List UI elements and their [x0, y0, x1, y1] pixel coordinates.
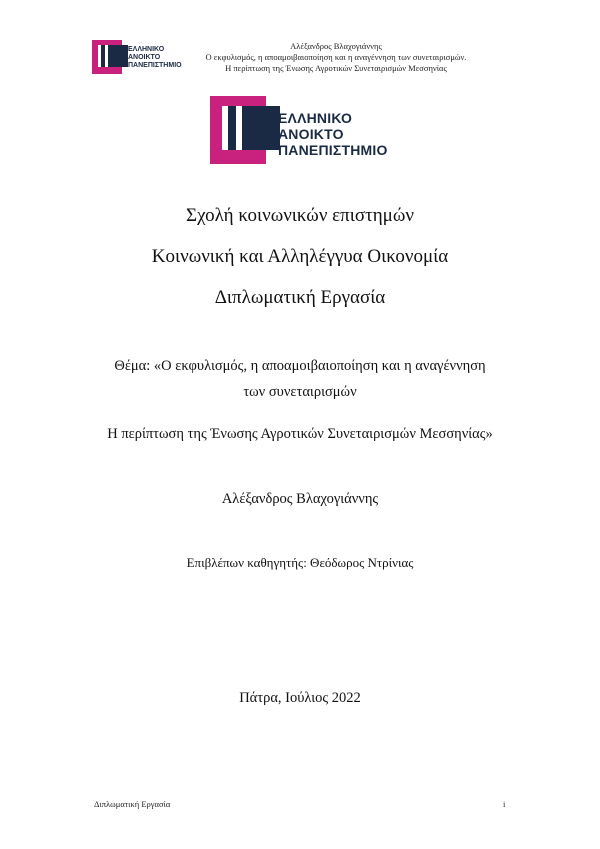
- school-name: Σχολή κοινωνικών επιστημών: [186, 205, 414, 226]
- logo-line-3: ΠΑΝΕΠΙΣΤΗΜΙΟ: [278, 142, 388, 158]
- logo-mark-icon: [210, 96, 280, 166]
- logo-text: [278, 110, 388, 158]
- running-header-author: Αλέξανδρος Βλαχογιάννης: [290, 41, 382, 51]
- topic-line-3: Η περίπτωση της Ένωσης Αγροτικών Συνεταιρισμών Μεσσηνίας»: [107, 426, 493, 442]
- logo-line-1: ΕΛΛΗΝΙΚΟ: [278, 110, 353, 126]
- page-number: i: [503, 799, 506, 809]
- thesis-type: Διπλωματική Εργασία: [214, 287, 386, 308]
- place-date: Πάτρα, Ιούλιος 2022: [239, 690, 361, 706]
- running-header: [171, 41, 501, 74]
- topic-line-1: Θέμα: «Ο εκφυλισμός, η αποαμοιβαιοποίηση και η αναγέννηση: [114, 358, 486, 374]
- header-logo-mark-icon: [92, 40, 128, 76]
- header-logo-line-3: ΠΑΝΕΠΙΣΤΗΜΙΟ: [128, 62, 182, 69]
- running-header-subtitle: Η περίπτωση της Ένωσης Αγροτικών Συνεταιρισμών Μεσσηνίας: [225, 63, 447, 73]
- university-logo: [210, 96, 410, 166]
- program-name: Κοινωνική και Αλληλέγγυα Οικονομία: [151, 246, 449, 267]
- running-header-title: Ο εκφυλισμός, η αποαμοιβαιοποίηση και η αναγέννηση των συνεταιρισμών.: [205, 52, 467, 62]
- logo-line-2: ΑΝΟΙΚΤΟ: [278, 126, 344, 142]
- header-logo-line-2: ΑΝΟΙΚΤΟ: [128, 54, 161, 61]
- author-name: Αλέξανδρος Βλαχογιάννης: [221, 491, 379, 507]
- footer-label: Διπλωματική Εργασία: [94, 799, 171, 809]
- supervisor: Επιβλέπων καθηγητής: Θεόδωρος Ντρίνιας: [186, 555, 414, 570]
- topic-line-2: των συνεταιρισμών: [243, 384, 357, 400]
- header-logo-line-1: ΕΛΛΗΝΙΚΟ: [128, 46, 165, 53]
